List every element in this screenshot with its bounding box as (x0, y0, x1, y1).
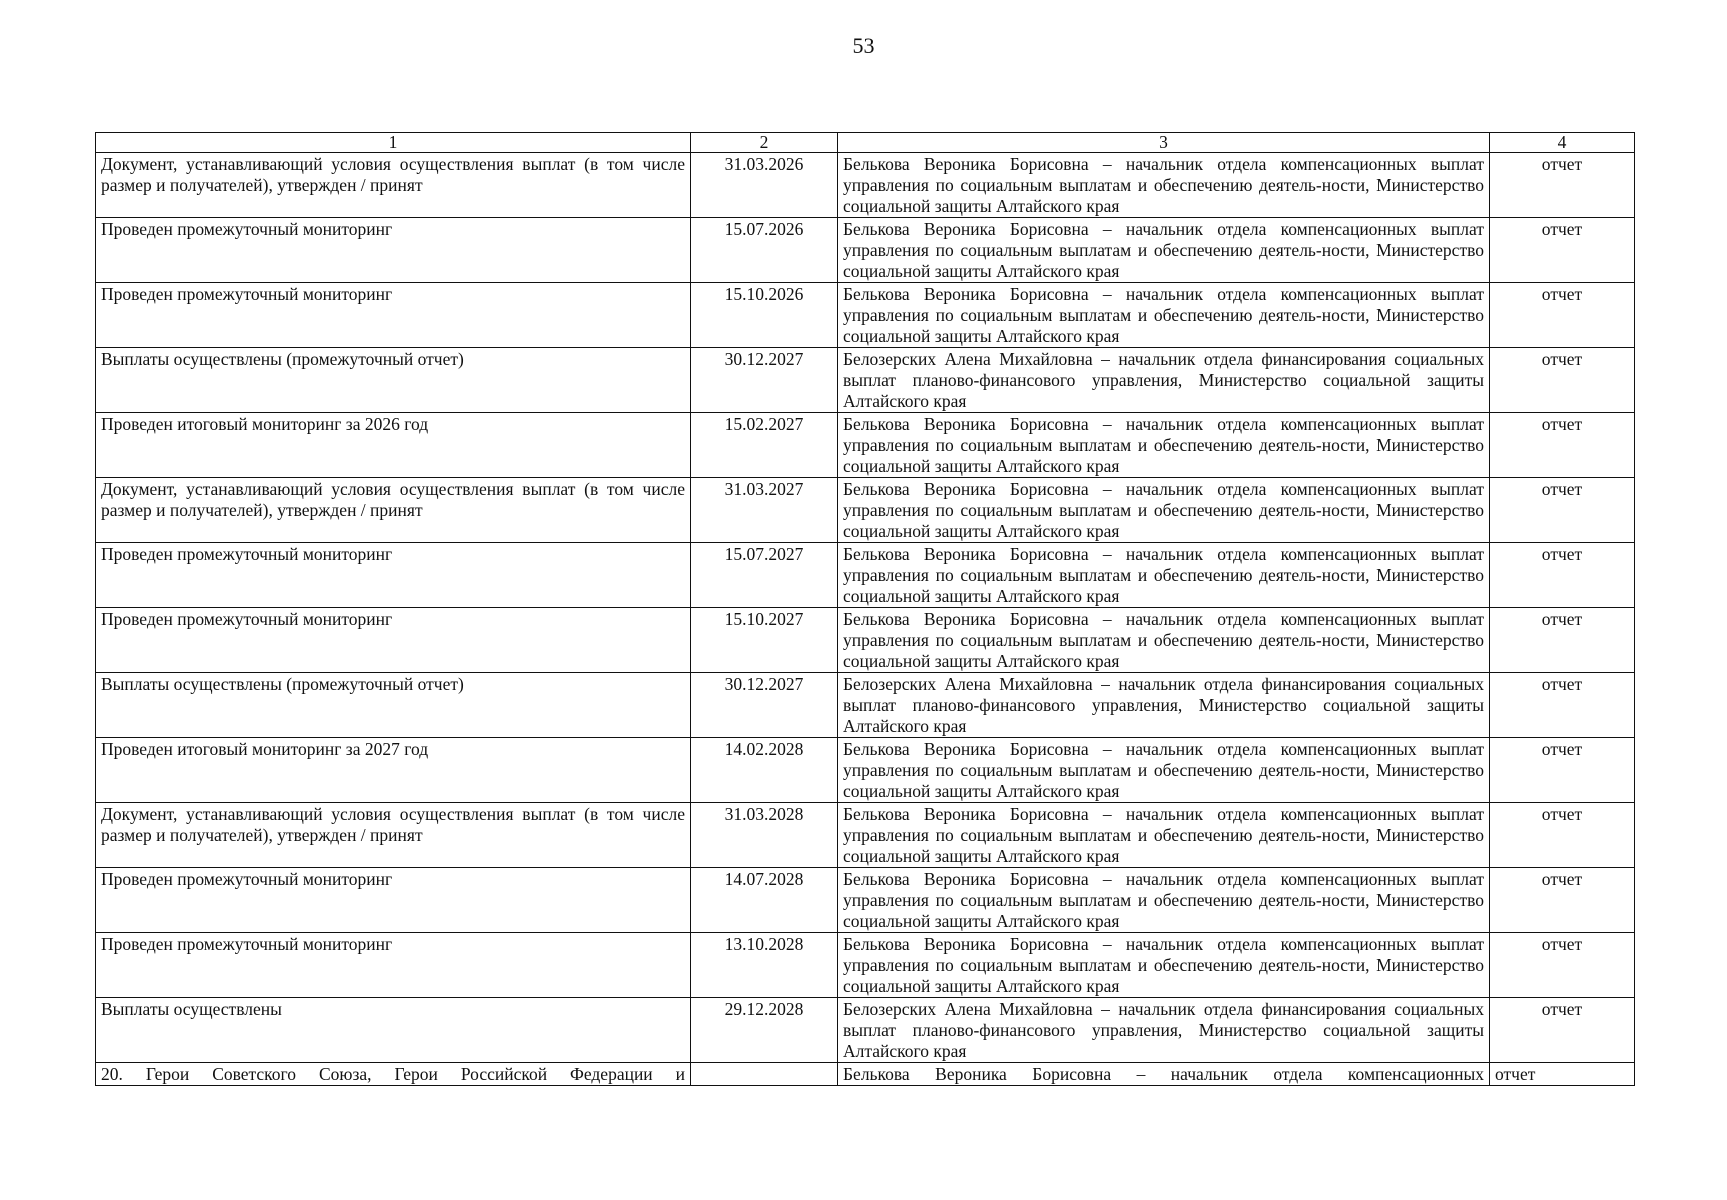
responsible-cell: Белькова Вероника Борисовна – начальник отдела компенсационных выплат управления по социальным выплатам и обеспечению деятель-ности, Министерство социальной защиты Алтайского края (838, 868, 1490, 933)
table-row (96, 868, 1635, 933)
result-cell: отчет (1490, 673, 1635, 738)
table-row (96, 673, 1635, 738)
responsible-cell: Белькова Вероника Борисовна – начальник отдела компенсационных выплат управления по социальным выплатам и обеспечению деятель-ности, Министерство социальной защиты Алтайского края (838, 413, 1490, 478)
result-cell: отчет (1490, 543, 1635, 608)
responsible-cell: Белькова Вероника Борисовна – начальник отдела компенсационных выплат управления по социальным выплатам и обеспечению деятель-ности, Министерство социальной защиты Алтайского края (838, 803, 1490, 868)
responsible-cell: Белозерских Алена Михайловна – начальник отдела финансирования социальных выплат планово-финансового управления, Министерство социальной защиты Алтайского края (838, 998, 1490, 1063)
responsible-cell: Белозерских Алена Михайловна – начальник отдела финансирования социальных выплат планово-финансового управления, Министерство социальной защиты Алтайского края (838, 673, 1490, 738)
table-row (96, 543, 1635, 608)
responsible-cell: Белозерских Алена Михайловна – начальник отдела финансирования социальных выплат планово-финансового управления, Министерство социальной защиты Алтайского края (838, 348, 1490, 413)
event-cell: Проведен итоговый мониторинг за 2027 год (96, 738, 691, 803)
table-row (96, 998, 1635, 1063)
column-header-2: 2 (691, 133, 838, 153)
column-header-1: 1 (96, 133, 691, 153)
event-cell: Проведен промежуточный мониторинг (96, 608, 691, 673)
event-cell: Проведен промежуточный мониторинг (96, 933, 691, 998)
event-cell: 20. Герои Советского Союза, Герои Российской Федерации и (96, 1063, 691, 1086)
event-cell: Выплаты осуществлены (96, 998, 691, 1063)
result-cell: отчет (1490, 868, 1635, 933)
result-cell: отчет (1490, 478, 1635, 543)
result-cell: отчет (1490, 738, 1635, 803)
result-cell: отчет (1490, 933, 1635, 998)
event-cell: Проведен промежуточный мониторинг (96, 218, 691, 283)
result-cell: отчет (1490, 348, 1635, 413)
date-cell: 31.03.2027 (691, 478, 838, 543)
responsible-cell: Белькова Вероника Борисовна – начальник отдела компенсационных выплат управления по социальным выплатам и обеспечению деятель-ности, Министерство социальной защиты Алтайского края (838, 608, 1490, 673)
table-row (96, 933, 1635, 998)
table-row (96, 608, 1635, 673)
date-cell: 31.03.2028 (691, 803, 838, 868)
table-row (96, 153, 1635, 218)
date-cell: 29.12.2028 (691, 998, 838, 1063)
column-header-3: 3 (838, 133, 1490, 153)
responsible-cell: Белькова Вероника Борисовна – начальник отдела компенсационных выплат управления по социальным выплатам и обеспечению деятель-ности, Министерство социальной защиты Алтайского края (838, 218, 1490, 283)
responsible-cell: Белькова Вероника Борисовна – начальник отдела компенсационных выплат управления по социальным выплатам и обеспечению деятель-ности, Министерство социальной защиты Алтайского края (838, 933, 1490, 998)
table-row (96, 738, 1635, 803)
table-row (96, 283, 1635, 348)
event-cell: Документ, устанавливающий условия осуществления выплат (в том числе размер и получателей), утвержден / принят (96, 803, 691, 868)
event-cell: Выплаты осуществлены (промежуточный отчет) (96, 348, 691, 413)
responsible-cell: Белькова Вероника Борисовна – начальник отдела компенсационных выплат управления по социальным выплатам и обеспечению деятель-ности, Министерство социальной защиты Алтайского края (838, 478, 1490, 543)
date-cell: 15.10.2027 (691, 608, 838, 673)
result-cell: отчет (1490, 998, 1635, 1063)
result-cell: отчет (1490, 218, 1635, 283)
date-cell: 14.07.2028 (691, 868, 838, 933)
date-cell: 15.07.2027 (691, 543, 838, 608)
event-cell: Проведен промежуточный мониторинг (96, 868, 691, 933)
event-cell: Документ, устанавливающий условия осуществления выплат (в том числе размер и получателей), утвержден / принят (96, 478, 691, 543)
event-cell: Проведен промежуточный мониторинг (96, 543, 691, 608)
responsible-cell: Белькова Вероника Борисовна – начальник отдела компенсационных выплат управления по социальным выплатам и обеспечению деятель-ности, Министерство социальной защиты Алтайского края (838, 543, 1490, 608)
result-cell: отчет (1490, 1063, 1635, 1086)
responsible-cell: Белькова Вероника Борисовна – начальник отдела компенсационных выплат управления по социальным выплатам и обеспечению деятель-ности, Министерство социальной защиты Алтайского края (838, 738, 1490, 803)
table-row (96, 348, 1635, 413)
column-header-4: 4 (1490, 133, 1635, 153)
date-cell: 30.12.2027 (691, 348, 838, 413)
date-cell: 15.07.2026 (691, 218, 838, 283)
table-row (96, 218, 1635, 283)
responsible-cell: Белькова Вероника Борисовна – начальник отдела компенсационных (838, 1063, 1490, 1086)
date-cell: 15.10.2026 (691, 283, 838, 348)
table-row (96, 413, 1635, 478)
date-cell: 15.02.2027 (691, 413, 838, 478)
header-row (96, 133, 1635, 153)
event-cell: Документ, устанавливающий условия осуществления выплат (в том числе размер и получателей), утвержден / принят (96, 153, 691, 218)
date-cell: 31.03.2026 (691, 153, 838, 218)
table-row (96, 1063, 1635, 1086)
event-cell: Проведен промежуточный мониторинг (96, 283, 691, 348)
schedule-table (95, 132, 1635, 1086)
result-cell: отчет (1490, 413, 1635, 478)
event-cell: Выплаты осуществлены (промежуточный отчет) (96, 673, 691, 738)
table-row (96, 478, 1635, 543)
event-cell: Проведен итоговый мониторинг за 2026 год (96, 413, 691, 478)
result-cell: отчет (1490, 803, 1635, 868)
date-cell: 30.12.2027 (691, 673, 838, 738)
result-cell: отчет (1490, 608, 1635, 673)
date-cell (691, 1063, 838, 1086)
table-row (96, 803, 1635, 868)
responsible-cell: Белькова Вероника Борисовна – начальник отдела компенсационных выплат управления по социальным выплатам и обеспечению деятель-ности, Министерство социальной защиты Алтайского края (838, 283, 1490, 348)
result-cell: отчет (1490, 153, 1635, 218)
page-number: 53 (852, 33, 875, 58)
result-cell: отчет (1490, 283, 1635, 348)
responsible-cell: Белькова Вероника Борисовна – начальник отдела компенсационных выплат управления по социальным выплатам и обеспечению деятель-ности, Министерство социальной защиты Алтайского края (838, 153, 1490, 218)
date-cell: 13.10.2028 (691, 933, 838, 998)
date-cell: 14.02.2028 (691, 738, 838, 803)
